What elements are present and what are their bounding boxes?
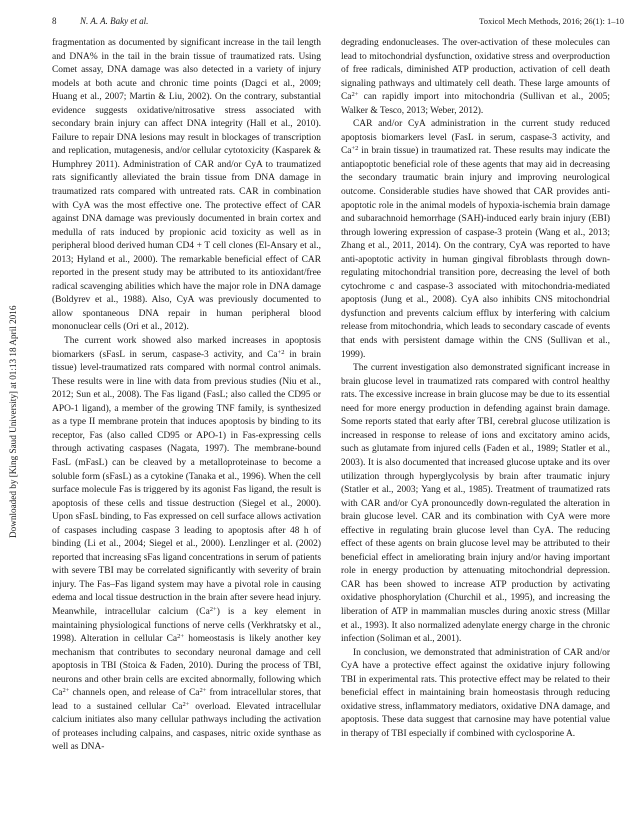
paragraph: fragmentation as documented by significant increase in the tail length and DNA% in the tail in the brain tissue of traumatized rats. Using Comet assay, DNA damage was also detected in a variety of injury models at both acute and chronic time points (Dagci et al., 2009; Huang et al., 2007; Martin & Liu, 2002). On the contrary, substantial evidence suggests oxidative/nitrosative stress associated with secondary brain injury can affect DNA integrity (Hall et al., 2010). Failure to repair DNA lesions may result in blockages of transcription and replication, mutagenesis, and/or cellular cytotoxicity (Kasparek & Humphrey 2011). Administration of CAR and/or CyA to traumatized rats significantly alleviated the brain tissue from DNA damage in traumatized rats compared with untreated rats. CAR in combination with CyA was the most effective one. The protective effect of CAR against DNA damage was previously documented in brain cortex and medulla of rats induced by propionic acid toxicity as well as in peripheral blood derived human CD4 + T cell clones (El-Ansary et al., 2013; Hyland et al., 2000). The remarkable beneficial effect of CAR reported in the present study may be attributed to its antioxidant/free radical scavenging abilities which have the major role in DNA damage (Boldyrev et al., 1988). Also, CyA was previously documented to allow spontaneous DNA repair in human peripheral blood mononuclear cells (Ori et al., 2012).	[52, 38, 321, 333]
paragraph: The current investigation also demonstrated significant increase in brain glucose level in traumatized rats compared with control healthy rats. The excessive increase in brain glucose may be due to its essential need for more energy production in defending against brain damage. Some reports stated that early after TBI, cerebral glucose utilization is increased in response to release of ions and excitatory amino acids, such as glutamate from injured cells (Faden et al., 1989; Statler et al., 2003). It is also documented that increased glucose uptake and its over utilization through hyperglycolysis by brain after traumatic injury (Statler et al., 2003; Yang et al., 1985). Treatment of traumatized rats with CAR and/or CyA pronouncedly down-regulated the alteration in brain glucose level. CAR and its combination with CyA were more effective in regulating brain glucose level than CyA. The reducing effect of these agents on brain glucose level may be attributed to their beneficial effect in ameliorating brain injury and/or having important role in energy production by attenuating mitochondrial depression. CAR has been showed to increase ATP production by activating oxidative phosphorylation (Churchil et al., 1995), and increasing the liberation of ATP in mammalian muscles during anoxic stress (Millar et al., 1993). It also normalized adenylate energy charge in the chronic infection (Soliman et al., 2001).	[341, 363, 610, 645]
journal-citation: Toxicol Mech Methods, 2016; 26(1): 1–10	[479, 16, 624, 26]
paragraph: In conclusion, we demonstrated that administration of CAR and/or CyA have a protective effect against the oxidative injury following TBI in experimental rats. This protective effect may be related to their beneficial effect in maintaining brain homeostasis through reducing oxidative stress, inflammatory mediators, oxidative DNA damage, and apoptosis. These data suggest that carnosine may have potential value in therapy of TBI especially if combined with cyclosporine A.	[341, 647, 610, 739]
left-column	[52, 37, 321, 755]
page-number: 8	[52, 16, 57, 26]
running-header	[52, 14, 624, 28]
paragraph: The current work showed also marked increases in apoptosis biomarkers (sFasL in serum, caspase-3 activity, and $Ca^{+2}$ in brain tissue) level-traumatized rats compared with normal control animals. These results were in line with data from previous studies (Niu et al., 2012; Sun et al., 2008). The Fas ligand (FasL; also called the CD95 or APO-1 ligand), a member of the growing TNF family, is synthesized as a type II membrane protein that induces apoptosis by binding to its receptor, Fas (also called CD95 or APO-1) in Fas-expressing cells through activating caspases (Nagata, 1997). The membrane-bound FasL (mFasL) can be cleaved by a metalloproteinase to become a soluble form (sFasL) as a cytokine (Tanaka et al., 1996). When the cell surface molecule Fas is triggered by its agonist Fas ligand, the result is apoptosis of these cells and tissue destruction (Siegel et al., 2000). Upon sFasL binding, to Fas expressed on cell surface allows activation of caspases including caspase 3 leading to apoptosis after 48 h of binding (Li et al., 2004; Siegel et al., 2000). Lenzlinger et al. (2002) reported that increasing sFas ligand concentrations in serum of patients with severe TBI may be correlated significantly with severity of brain injury. The Fas–Fas ligand system may have a pivotal role in causing edema and local tissue destruction in the brain after severe head injury. Meanwhile, intracellular calcium $(Ca^{2+})$ is a key element in maintaining physiological functions of nerve cells (Verkhratsky et al., 1998). Alteration in cellular $Ca^{2+}$ homeostasis is likely another key mechanism that contributes to secondary neuronal damage and cell apoptosis in TBI (Stoica & Faden, 2010). During the process of TBI, neurons and other brain cells are excited abnormally, following which $Ca^{2+}$ channels open, and release of $Ca^{2+}$ from intracellular stores, that lead to a sustained cellular $Ca^{2+}$ overload. Elevated intracellular calcium initiates also many cellular pathways including the activation of proteases including calpains, and caspases, nitric oxide synthase as well as DNA-	[52, 336, 322, 753]
paragraph: degrading endonucleases. The over-activation of these molecules can lead to mitochondrial dysfunction, oxidative stress and overproduction of free radicals, diminished ATP production, activation of cell death signaling pathways and ultimately cell death. These large amounts of $Ca^{2+}$ can rapidly import into mitochondria (Sullivan et al., 2005; Walker & Tesco, 2013; Weber, 2012).	[341, 38, 610, 116]
running-authors: N. A. A. Baky et al.	[80, 16, 149, 26]
right-column	[341, 37, 610, 741]
paragraph: CAR and/or CyA administration in the current study reduced apoptosis biomarkers level (FasL in serum, caspase-3 activity, and $Ca^{+2}$ in brain tissue) in traumatized rat. These results may indicate the antiapoptotic beneficial role of these agents that may aid in decreasing the secondary traumatic brain injury and improving neurological outcome. Considerable studies have showed that CAR provides anti-apoptotic role in the animal models of hypoxia-ischemia brain damage and subarachnoid hemorrhage (SAH)-induced early brain injury (EBI) through lowering expression of caspase-3 protein (Wang et al., 2013; Zhang et al., 2011, 2014). On the contrary, CyA was reported to have anti-apoptotic activity in human gingival fibroblasts through down-regulating mitochondrial transition pore, decreasing the level of both cytochrome c and caspase-3 associated with mitochondria-mediated apoptosis (Jung et al., 2008). CyA also inhibits CNS mitochondrial dysfunction and prevents calcium efflux by interfering with calcium release from mitochondria, which leads to secondary cascade of events that ends with persistent damage within the CNS (Sullivan et al., 1999).	[341, 119, 610, 360]
download-watermark: Downloaded by [King Saud University] at 01:13 18 April 2016	[8, 305, 18, 539]
